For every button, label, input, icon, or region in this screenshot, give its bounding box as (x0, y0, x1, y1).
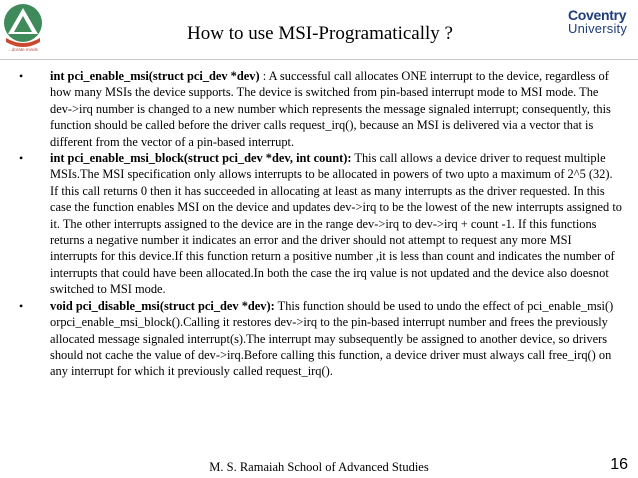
bullet-heading: int pci_enable_msi(struct pci_dev *dev) (50, 69, 260, 83)
bullet-marker: • (19, 151, 24, 166)
bullet-text: This function should be used to undo the effect of pci_enable_msi() orpci_enable_msi_block().Calling it restores dev->irq to the pin-based interrupt number and frees the previously allocated message signaled interrupt(s).The interrupt may subsequently be assigned to another device, so drivers should not cache the value of dev->irq.Before calling this function, a device driver must always call free_irq() on any interrupt for which it previously called request_irq(). (50, 298, 614, 379)
bullet-item (10, 298, 622, 380)
bullet-text: : A successful call allocates ONE interrupt to the device, regardless of how many MSIs the device supports. The device is switched from pin-based interrupt mode to MSI mode. The dev->irq number is changed to a new number which represents the message signaled interrupt; consequently, this function should be called before the driver calls request_irq(), because an MSI is delivered via a vector that is different from the vector of a pin-based interrupt. (50, 69, 611, 149)
logo-line-2: University (568, 21, 628, 36)
left-logo-tagline: ...dorate minds (8, 47, 38, 52)
page-number: 16 (610, 456, 628, 473)
bullet-marker: • (19, 69, 24, 83)
bullet-item (10, 150, 622, 298)
slide-title: How to use MSI-Programatically ? (187, 23, 453, 44)
logo-line-1: Coventry (568, 7, 627, 23)
footer-institution: M. S. Ramaiah School of Advanced Studies (209, 460, 429, 474)
bullet-marker: • (19, 298, 24, 313)
bullet-heading: int pci_enable_msi_block(struct pci_dev *dev, int count): (50, 151, 352, 166)
slide-body (10, 68, 622, 380)
header-divider (0, 59, 638, 60)
bullet-heading: void pci_disable_msi(struct pci_dev *dev): (50, 298, 275, 313)
bullet-item (10, 68, 622, 150)
bullet-text: This call allows a device driver to request multiple MSIs.The MSI specification only allows interrupts to be allocated in powers of two upto a maximum of 2^5 (32). If this call returns 0 then it has succeeded in allocating at least as many interrupts as the driver requested. In this case the function enables MSI on the device and updates dev->irq to be the lowest of the new interrupts assigned to it. The other interrupts assigned to the device are in the range dev->irq to dev->irq + count -1. If this functions returns a negative number it indicates an error and the driver should not attempt to request any more MSI interrupts for this device.If this function return a positive number ,it is less than count and indicates the number of interrupts that could have been allocated.In both the case the irq value is not updated and the device also doesnot switched to MSI mode. (50, 151, 622, 297)
slide-header (0, 0, 638, 60)
coventry-university-logo (568, 9, 630, 35)
